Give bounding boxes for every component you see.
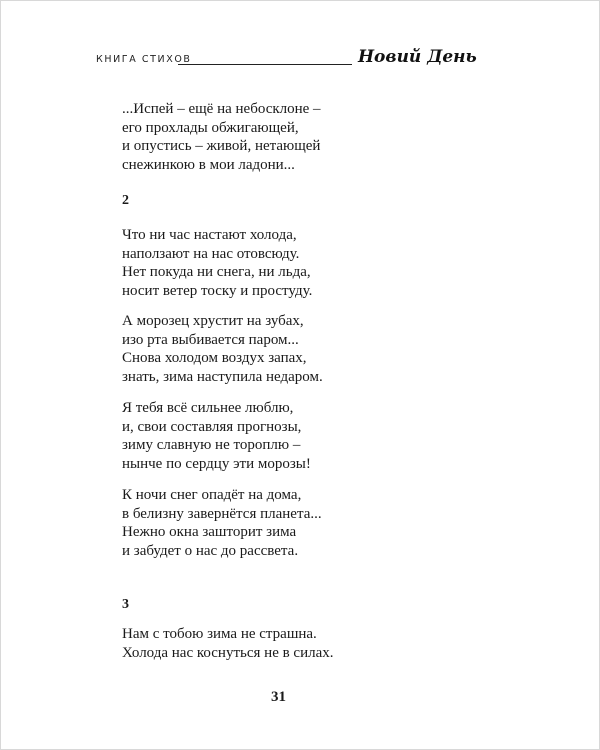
stanza: [122, 625, 334, 662]
verse-line: в белизну завернётся планета...: [122, 505, 322, 522]
brand-title: Новий День: [358, 47, 477, 67]
verse-line: нынче по сердцу эти морозы!: [122, 456, 311, 473]
verse-line: изо рта выбивается паром...: [122, 331, 299, 348]
verse-line: знать, зима наступила недаром.: [122, 369, 323, 386]
verse-line: наползают на нас отовсюду.: [122, 245, 300, 262]
running-header: [96, 47, 477, 73]
page-number: 31: [271, 689, 286, 705]
stanza: [122, 399, 311, 474]
verse-line: и, свои составляя прогнозы,: [122, 418, 302, 435]
verse-line: ...Испей – ещё на небосклоне –: [122, 101, 321, 117]
verse-line: снежинкою в мои ладони...: [122, 157, 295, 174]
header-rule: [178, 64, 352, 65]
verse-line: носит ветер тоску и простуду.: [122, 283, 313, 300]
stanza: [122, 312, 323, 387]
section-number: 2: [122, 193, 129, 208]
stanza: [122, 100, 321, 175]
verse-line: Нам с тобою зима не страшна.: [122, 626, 317, 642]
stanza: [122, 486, 322, 561]
verse-line: его прохлады обжигающей,: [122, 119, 299, 136]
section-number: 3: [122, 597, 129, 612]
stanza: [122, 226, 312, 301]
verse-line: Нежно окна зашторит зима: [122, 524, 297, 541]
verse-line: зиму славную не тороплю –: [122, 437, 301, 454]
verse-line: Нет покуда ни снега, ни льда,: [122, 264, 311, 281]
verse-line: Что ни час настают холода,: [122, 227, 297, 243]
book-label: КНИГА СТИХОВ: [96, 54, 192, 65]
verse-line: К ночи снег опадёт на дома,: [122, 487, 302, 503]
verse-line: и забудет о нас до рассвета.: [122, 543, 299, 560]
verse-line: А морозец хрустит на зубах,: [122, 313, 304, 329]
verse-line: Холода нас коснуться не в силах.: [122, 644, 334, 661]
verse-line: и опустись – живой, нетающей: [122, 138, 321, 155]
verse-line: Снова холодом воздух запах,: [122, 350, 307, 367]
verse-line: Я тебя всё сильнее люблю,: [122, 400, 294, 416]
